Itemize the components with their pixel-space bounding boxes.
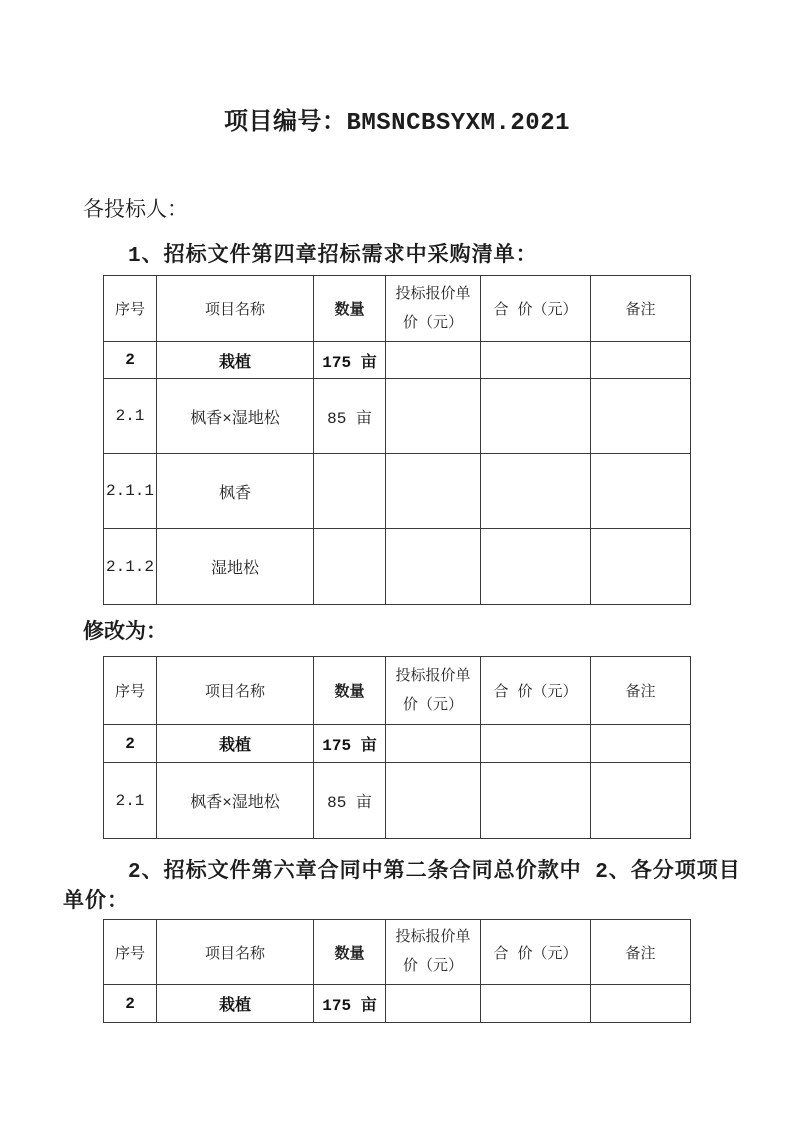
table-header-row xyxy=(104,920,691,985)
col-header-item-name: 项目名称 xyxy=(157,920,314,985)
seq-cell: 2.1.1 xyxy=(104,454,157,529)
modified-to-label: 修改为： xyxy=(83,622,167,645)
total-price-cell xyxy=(481,763,591,839)
quantity-cell xyxy=(314,454,386,529)
table-row xyxy=(104,763,691,839)
total-price-cell xyxy=(481,379,591,454)
item-name-cell: 栽植 xyxy=(157,725,314,763)
item-name-cell: 栽植 xyxy=(157,985,314,1023)
seq-cell: 2 xyxy=(104,342,157,379)
seq-cell: 2.1 xyxy=(104,379,157,454)
unit-price-cell xyxy=(386,454,481,529)
table-row xyxy=(104,725,691,763)
col-header-seq: 序号 xyxy=(104,920,157,985)
procurement-list-table xyxy=(103,275,691,605)
item-name-cell: 栽植 xyxy=(157,342,314,379)
project-code-title: 项目编号：BMSNCBSYXM.2021 xyxy=(223,110,571,137)
total-price-cell xyxy=(481,985,591,1023)
col-header-item-name: 项目名称 xyxy=(157,276,314,342)
item-name-cell: 湿地松 xyxy=(157,529,314,605)
total-price-cell xyxy=(481,342,591,379)
table-header-row xyxy=(104,276,691,342)
col-header-remarks: 备注 xyxy=(591,657,691,725)
table-header-row xyxy=(104,657,691,725)
bid-unit-price-line2: 价（元） xyxy=(402,958,463,975)
col-header-bid-unit-price xyxy=(386,276,481,342)
unit-price-cell xyxy=(386,342,481,379)
seq-cell: 2.1.2 xyxy=(104,529,157,605)
col-header-quantity: 数量 xyxy=(314,920,386,985)
unit-price-table xyxy=(103,919,691,1023)
remarks-cell xyxy=(591,725,691,763)
modified-list-table xyxy=(103,656,691,839)
remarks-cell xyxy=(591,529,691,605)
seq-cell: 2.1 xyxy=(104,763,157,839)
remarks-cell xyxy=(591,454,691,529)
col-header-total-price: 合 价（元） xyxy=(481,276,591,342)
item-name-cell: 枫香 xyxy=(157,454,314,529)
unit-price-cell xyxy=(386,763,481,839)
remarks-cell xyxy=(591,985,691,1023)
col-header-item-name: 项目名称 xyxy=(157,657,314,725)
seq-cell: 2 xyxy=(104,725,157,763)
bid-unit-price-line1: 投标报价单 xyxy=(395,285,471,303)
bid-unit-price-line1: 投标报价单 xyxy=(395,929,471,946)
col-header-remarks: 备注 xyxy=(591,920,691,985)
salutation-text: 各投标人： xyxy=(83,200,188,223)
unit-price-cell xyxy=(386,529,481,605)
total-price-cell xyxy=(481,725,591,763)
col-header-seq: 序号 xyxy=(104,657,157,725)
quantity-cell: 175 亩 xyxy=(314,725,386,763)
remarks-cell xyxy=(591,379,691,454)
quantity-cell: 85 亩 xyxy=(314,379,386,454)
col-header-bid-unit-price xyxy=(386,920,481,985)
section2-heading-line2: 单价： xyxy=(63,891,129,914)
table-row xyxy=(104,454,691,529)
col-header-quantity: 数量 xyxy=(314,657,386,725)
table-row xyxy=(104,529,691,605)
col-header-total-price: 合 价（元） xyxy=(481,920,591,985)
quantity-cell: 175 亩 xyxy=(314,985,386,1023)
col-header-bid-unit-price xyxy=(386,657,481,725)
item-name-cell: 枫香×湿地松 xyxy=(157,379,314,454)
section1-heading: 1、招标文件第四章招标需求中采购清单： xyxy=(128,245,538,268)
quantity-cell xyxy=(314,529,386,605)
seq-cell: 2 xyxy=(104,985,157,1023)
unit-price-cell xyxy=(386,725,481,763)
remarks-cell xyxy=(591,342,691,379)
table-row xyxy=(104,342,691,379)
section2-heading-line1: 2、招标文件第六章合同中第二条合同总价款中 2、各分项项目 xyxy=(128,861,741,884)
table-row xyxy=(104,379,691,454)
item-name-cell: 枫香×湿地松 xyxy=(157,763,314,839)
total-price-cell xyxy=(481,529,591,605)
quantity-cell: 175 亩 xyxy=(314,342,386,379)
bid-unit-price-line2: 价（元） xyxy=(402,314,463,332)
section2-heading xyxy=(63,858,753,918)
col-header-remarks: 备注 xyxy=(591,276,691,342)
remarks-cell xyxy=(591,763,691,839)
col-header-quantity: 数量 xyxy=(314,276,386,342)
table-row xyxy=(104,985,691,1023)
col-header-total-price: 合 价（元） xyxy=(481,657,591,725)
total-price-cell xyxy=(481,454,591,529)
unit-price-cell xyxy=(386,379,481,454)
quantity-cell: 85 亩 xyxy=(314,763,386,839)
col-header-seq: 序号 xyxy=(104,276,157,342)
unit-price-cell xyxy=(386,985,481,1023)
bid-unit-price-line2: 价（元） xyxy=(402,696,463,714)
bid-unit-price-line1: 投标报价单 xyxy=(395,667,471,685)
